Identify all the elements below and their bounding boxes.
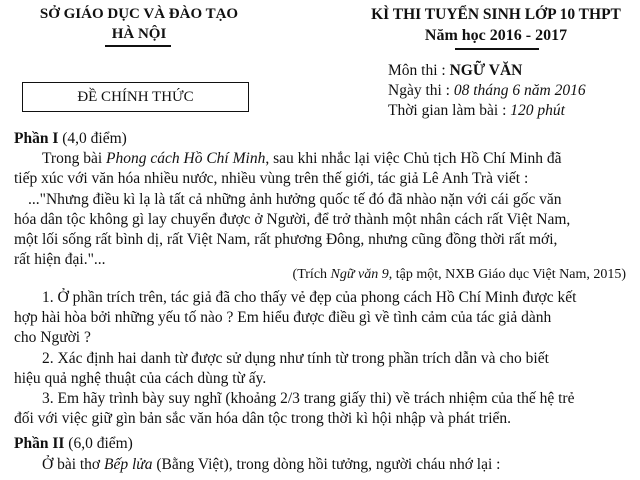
date-value: 08 tháng 6 năm 2016 [453,82,586,99]
city-name: HÀ NỘI [111,26,167,42]
quote-line1: ..."Nhưng điều kì lạ là tất cả những ảnh hưởng quốc tế đó đã nhào nặn với cái gốc văn [28,191,562,208]
subject-value: NGỮ VĂN [449,62,523,79]
quote-line4: rất hiện đại."... [14,251,106,268]
part1-heading [14,129,626,148]
citation-a: (Trích [292,267,331,282]
citation [293,267,626,283]
part1-intro-line1 [14,149,640,168]
school-year-underline [455,48,539,50]
exam-title: KÌ THI TUYỂN SINH LỚP 10 THPT [371,6,621,23]
official-label: ĐỀ CHÍNH THỨC [77,89,194,105]
date-line [388,82,586,100]
question3-line1: 3. Em hãy trình bày suy nghĩ (khoảng 2/3 trang giấy thi) về trách nhiệm của thế hệ trẻ [42,390,575,407]
part1-points: (4,0 điểm) [58,130,127,147]
intro-text-a: Trong bài [42,150,107,167]
question1-line3: cho Người ? [14,329,91,346]
intro-work-title: Phong cách Hồ Chí Minh [106,150,266,167]
city-underline [105,45,171,47]
part2-intro-a: Ở bài thơ [42,456,105,473]
time-prefix: Thời gian làm bài : [388,102,511,119]
intro-text-c: , sau khi nhắc lại việc Chủ tịch Hồ Chí Minh đã [265,150,562,167]
question1-line2: hợp hài hòa bởi những yếu tố nào ? Em hiểu được điều gì về tình cảm của tác giả dành [14,309,552,326]
part2-intro [14,455,640,474]
date-prefix: Ngày thi : [388,82,454,99]
quote-line3: một lối sống rất bình dị, rất Việt Nam, rất phương Đông, nhưng cũng đồng thời rất mới, [14,231,558,248]
part1-intro-line2: tiếp xúc với văn hóa nhiều nước, nhiều vùng trên thế giới, tác giả Lê Anh Trà viết : [14,170,529,187]
part2-intro-c: (Bằng Việt), trong dòng hồi tưởng, người cháu nhớ lại : [152,456,501,473]
part1-title: Phần I [14,130,59,147]
quote-line2: hóa dân tộc không gì lay chuyển được ở Người, để trở thành một nhân cách rất Việt Nam, [14,211,571,228]
time-value: 120 phút [510,102,565,119]
question3-line2: đối với việc giữ gìn bản sắc văn hóa dân tộc trong thời kì hội nhập và phát triển. [14,410,511,427]
part2-poem-title: Bếp lửa [104,456,153,473]
official-exam-box [22,82,249,112]
question1-line1: 1. Ở phần trích trên, tác giả đã cho thấy vẻ đẹp của phong cách Hồ Chí Minh được kết [42,289,577,306]
question2-line2: hiệu quả nghệ thuật của cách dùng từ ấy. [14,370,267,387]
school-year: Năm học 2016 - 2017 [424,27,568,44]
part2-heading [14,434,626,453]
subject-line [388,62,522,80]
department-name: SỞ GIÁO DỤC VÀ ĐÀO TẠO [39,6,239,22]
time-line [388,102,565,120]
part2-title: Phần II [14,435,65,452]
citation-book: Ngữ văn 9 [330,267,389,282]
question2-line1: 2. Xác định hai danh từ được sử dụng như tính từ trong phần trích dẫn và cho biết [42,350,549,367]
subject-prefix: Môn thi : [388,62,450,79]
citation-c: , tập một, NXB Giáo dục Việt Nam, 2015) [388,267,626,282]
part2-points: (6,0 điểm) [64,435,133,452]
